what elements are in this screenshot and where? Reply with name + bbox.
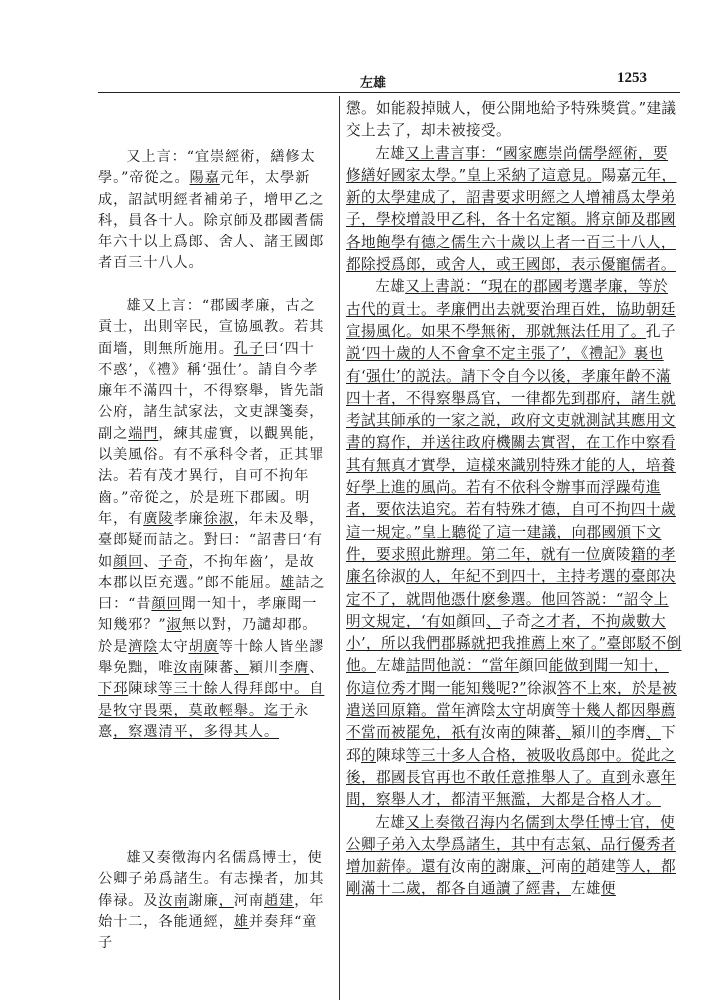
proper-name: 便 (600, 880, 616, 898)
proper-name: 陽嘉 (189, 170, 220, 187)
text-run: 左雄 (375, 144, 406, 162)
proper-name: 雄 (280, 574, 296, 591)
text-run: 潁川 (248, 660, 280, 677)
original-text-block-1 (98, 147, 328, 275)
text-run: 并奏拜“童子 (98, 913, 318, 952)
proper-name: 之才者，不拘歲數大小’，所以我們郡縣就把我推薦上來了。”臺郎駁不倒他。 (346, 612, 682, 675)
text-run: 詰之曰：“昔 (98, 574, 326, 613)
text-run: 永憙 (630, 768, 661, 786)
text-run: 河南 (233, 892, 265, 909)
text-run: 下邳 (346, 724, 676, 764)
translation-column (346, 98, 682, 901)
text-run: 聞一知十，孝廉聞一知幾邪？” (98, 596, 318, 634)
proper-name: 的人，年紀不到四十，主持考選的臺郎决定不了，就問他憑什麽參選。他回答説：“詔令上明文規定，‘有如 (346, 568, 676, 630)
text-run: 濟陰 (465, 702, 496, 720)
proper-name: 濟陰 (128, 638, 159, 655)
text-run: 懲。如能殺掉賊人，便公開地給予特殊獎賞。”建議交上去了，却未被接受。 (346, 100, 677, 140)
proper-name: 籍的孝廉名 (346, 545, 676, 586)
text-run: 胡廣 (525, 702, 556, 720)
proper-name: 的 (480, 858, 496, 876)
text-run: 陳蕃 (525, 724, 556, 742)
text-run: ，不拘年齒’，是故本郡以臣充選。”郎不能屈。 (98, 553, 315, 591)
translation-paragraph (346, 276, 682, 811)
proper-name: 汝南 (158, 892, 189, 909)
proper-name: 詰問他説：“當年 (406, 657, 519, 675)
text-run: 曰‘四十不惑’，《禮》稱‘强仕’。請自今孝廉年不滿四十，不得察舉，皆先詣公府，諸生試家法，文吏課箋奏，副之 (98, 340, 325, 442)
proper-name: 、 (645, 724, 661, 742)
text-run: 左雄 (375, 813, 406, 831)
proper-name: 等三十餘人得拜郎中。自是牧守畏栗，莫敢輕舉。迄于 (98, 681, 325, 719)
proper-name: 説‘四十歲的人不會拿不定主張了’，《禮記》裏也有‘强仕’的説法。請下令自今以後，孝廉年齡不滿四十者，不得察舉爲官，一律都先到郡府，諸生就考試其師承的一家之説，政府文吏就測試其應用文書的寫作，并送往政府機關去實習，在工作中察看其有無真才實學，這樣來識别特殊才能的人，培養好學上進的風尚。若有不依科令辦事而浮躁苟進者，要依法追究。若有特殊才德，自可不拘四十歲這一規定。”皇上聽從了這一建議，向郡國頒下文件，要求照此辦理。第二年，就有一位 (346, 345, 676, 563)
proper-name: 汝南 (173, 660, 204, 677)
text-run: 太守 (158, 638, 189, 655)
text-run: 徐淑 (376, 568, 406, 586)
text-run: 汝南 (450, 858, 481, 876)
proper-name: 太守 (495, 702, 526, 720)
proper-name: 年間，察舉人才，都清平無濫，大都是合格人才。 (346, 768, 676, 809)
original-paragraph (98, 296, 328, 743)
original-text-block-2 (98, 296, 328, 743)
original-paragraph (98, 147, 328, 275)
proper-name: 等十幾人都因舉薦不當而被罷免，祇有 (346, 702, 676, 742)
proper-name: 、 (486, 612, 501, 630)
proper-name: ， (218, 892, 234, 909)
translation-paragraph (346, 143, 682, 277)
text-run: 謝廉 (188, 892, 219, 909)
text-run: 顔回 (518, 657, 549, 675)
text-run: 永憙 (98, 702, 310, 740)
proper-name: 又上書説：“現在的郡國考選孝廉，等於古代的貢士。孝廉們出去就要治理百姓，協助朝廷宣揚風化。如果不學無術，那就無法任用了。 (346, 278, 676, 340)
column-divider (339, 96, 340, 1000)
text-run: 雄又奏徵海内名儒爲博士，使公卿子弟爲諸生。有志操者，加其俸禄。及 (98, 850, 325, 909)
text-run: 陽嘉 (601, 166, 632, 184)
proper-name: 、 (555, 724, 571, 742)
proper-name: 胡廣 (188, 638, 219, 655)
proper-name: 的 (510, 724, 526, 742)
text-run: 汝南 (480, 724, 511, 742)
proper-name: 、 (525, 858, 541, 876)
proper-name: 、 (233, 660, 249, 677)
text-run: 雄又上言：“郡國孝廉，古之貢士，出則宰民，宣協風教。若其面墻，則無所施用。 (98, 298, 325, 357)
text-run: 顔回 (456, 612, 486, 630)
proper-name: 下邳 (98, 681, 129, 698)
proper-name: 徐淑 (203, 510, 234, 527)
proper-name: 淑 (166, 617, 182, 634)
text-run: 元年，太學新成，詔試明經者補弟子，增甲乙之科，員各十人。除京師及郡國耆儒年六十以上爲郎、舍人、諸王國郎者百三十八人。 (98, 170, 325, 272)
proper-name: 等人，都剛滿十二歲，都各自通讀了經書， (346, 858, 676, 898)
proper-name: 雄 (233, 913, 249, 930)
translation-paragraph (346, 812, 682, 901)
original-paragraph (98, 848, 328, 954)
proper-name: ，察選清平，多得其人。 (113, 723, 280, 740)
text-run: 孔子 (645, 322, 676, 340)
running-head: 左雄 (360, 76, 387, 91)
proper-name: 答不上來，於是被遣送回原籍。當年 (346, 679, 677, 720)
text-run: 趙建 (585, 858, 616, 876)
text-run: 左雄 (375, 278, 406, 296)
text-run: 廣陵 (600, 545, 631, 563)
text-run: 子奇 (501, 612, 531, 630)
translation-paragraph (346, 98, 682, 143)
text-run: ，練其虚實，以觀異能，以美風俗。有不承科令者，正其罪法。若有茂才異行，自可不拘年齒。”帝從之，於是班下郡國。明年，有 (98, 425, 325, 527)
proper-name: 子奇 (158, 553, 189, 570)
text-run: 、 (309, 660, 325, 677)
proper-name: 元年，新的太學建成了，詔書要求明經之人增補爲太學弟子，學校增設甲乙科，各十名定額。將京師及郡國各地飽學有德之儒生六十歲以上者一百三十八人，都除授爲郎，或舍人，或王國郎，表示優寵儒者。 (346, 166, 677, 274)
text-run: ，年未及舉，臺郎疑而詰之。對曰：“詔書曰‘有如 (98, 510, 325, 570)
header-rule (98, 92, 680, 93)
proper-name: 能做到聞一知十，你這位秀才聞一能知幾呢?” (346, 657, 669, 697)
proper-name: 廣陵 (143, 510, 174, 527)
text-run: 潁川 (570, 724, 601, 742)
text-run: 陳球 (128, 681, 159, 698)
proper-name: 孔子 (233, 340, 264, 357)
text-run: 等十餘人皆坐謬舉免黜，唯 (98, 638, 325, 677)
text-run: 陳球 (376, 746, 406, 764)
proper-name: 又上書言事：“國家應崇尚儒學經術，要修繕好國家太學。”皇上采納了這意見。 (346, 144, 668, 184)
page-number: 1253 (617, 70, 647, 86)
proper-name: 李膺 (279, 660, 310, 677)
text-run: 左雄 (376, 657, 406, 675)
text-run: 李膺 (615, 724, 646, 742)
proper-name: 的 (361, 746, 376, 764)
original-text-block-3 (98, 848, 328, 954)
text-run: 陳蕃 (203, 660, 234, 677)
text-run: 、 (143, 553, 159, 570)
text-run: 河南 (540, 858, 571, 876)
text-run: ，年始十二，各能通經， (98, 892, 325, 930)
text-run: 孝廉 (173, 510, 204, 527)
proper-name: 又上奏徵召海内名儒到太學任博士官，使公卿子弟入太學爲諸生，其中有志氣、品行優秀者增加薪俸。還有 (346, 813, 676, 876)
proper-name: 等三十多人合格，被吸收爲郎中。從此之後，郡國長官再也不敢任意推舉人了。直到 (346, 746, 676, 786)
proper-name: 趙建 (264, 892, 295, 909)
text-run: 無以對，乃譴却郡。於是 (98, 617, 318, 655)
proper-name: 的 (570, 858, 586, 876)
text-run: 又上言：“宜崇經術，繕修太學。”帝從之。 (98, 149, 316, 187)
proper-name: 顔回 (113, 553, 144, 570)
proper-name: 顔回 (151, 596, 182, 613)
text-run: 謝廉 (495, 858, 526, 876)
proper-name: 的 (600, 724, 616, 742)
proper-name: 端門 (128, 425, 159, 442)
text-run: 左雄 (570, 880, 601, 898)
text-run: 徐淑 (527, 679, 558, 697)
